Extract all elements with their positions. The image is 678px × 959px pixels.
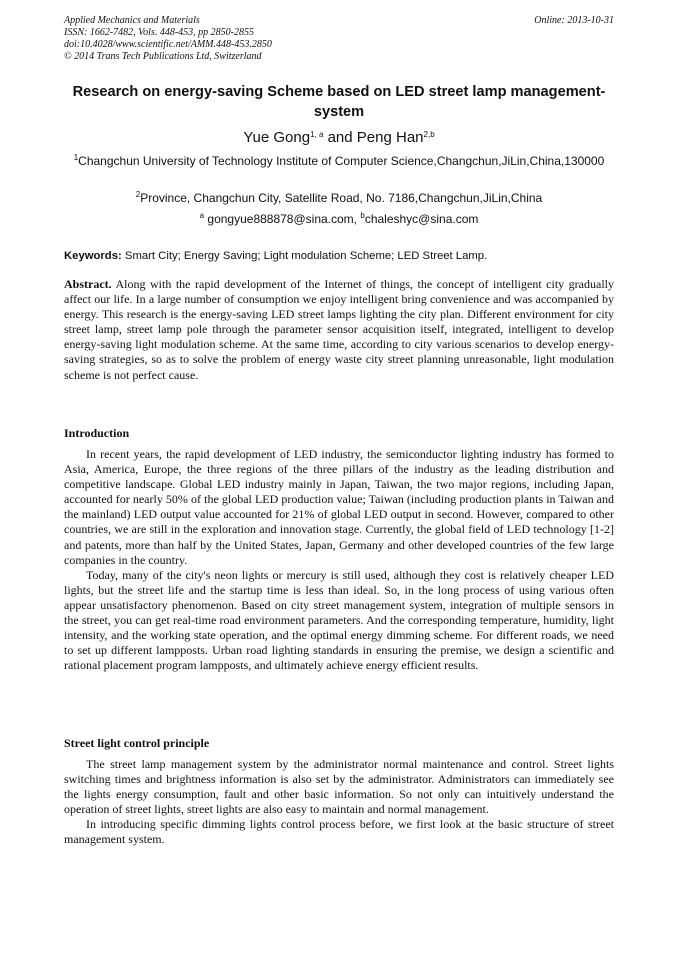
introduction-heading: Introduction	[64, 426, 130, 440]
author-2-superscript: 2,b	[423, 130, 435, 139]
control-principle-heading: Street light control principle	[64, 736, 210, 750]
control-paragraph-1: The street lamp management system by the administrator normal maintenance and control. Street lights switching times and brightness information is also set by the administrator. Administrators can immediately see the lights energy consumption, fault and other basic information. So not only can intuitively understand the operation of street lights, street lights are also easy to maintain and normal management.	[64, 757, 614, 817]
introduction-paragraph-2: Today, many of the city's neon lights or mercury is still used, although they cost is relatively cheaper LED lights, but the street life and the startup time is less than ideal. So, in the long process of using various often appear unsatisfactory phenomenon. Based on city street management system, integration of multiple sensors in the street, you can get real-time road environment parameters. And the corresponding temperature, humidity, light intensity, and the working state operation, and the optimal energy dimming scheme. For different roads, we need to set up different lampposts. Urban road lighting standards in ensuring the premise, we design a scientific and rational placement program lampposts, and ultimately achieve energy efficient results.	[64, 567, 614, 673]
email-a-marker: a	[199, 211, 205, 220]
issn-line: ISSN: 1662-7482, Vols. 448-453, pp 2850-2855	[64, 27, 254, 38]
abstract	[64, 277, 614, 383]
abstract-label: Abstract.	[64, 277, 112, 291]
keywords-line	[64, 249, 487, 263]
control-principle-body	[64, 757, 614, 848]
affiliation-2-marker: 2	[135, 190, 141, 199]
journal-name: Applied Mechanics and Materials	[64, 15, 200, 26]
author-1-superscript: 1, a	[310, 130, 324, 139]
author-line	[64, 128, 614, 148]
affiliation-2-text: Province, Changchun City, Satellite Road, No. 7186,Changchun,JiLin,China	[140, 191, 543, 205]
author-conjunction: and	[323, 129, 357, 146]
abstract-text: Along with the rapid development of the Internet of things, the concept of intelligent city gradually affect our life. In a large number of consumption we enjoy intelligent bring convenience and was accompanied by energy. This research is the energy-saving LED street lamps lighting the city plan. Different environment for city street lamp, street lamp pole through the parameter sensor acquisition itself, integrated, intelligent to develop energy-saving light modulation scheme. At the same time, according to city various scenarios to develop energy-saving strategies, so as to solve the problem of energy waste city street planning unreasonable, light modulation scheme is not perfect cause.	[64, 277, 614, 382]
email-a: gongyue888878@sina.com,	[204, 212, 361, 226]
affiliation-1-marker: 1	[73, 153, 79, 162]
email-b-marker: b	[360, 211, 365, 220]
copyright-line: © 2014 Trans Tech Publications Ltd, Switzerland	[64, 51, 262, 62]
keywords-label: Keywords:	[64, 250, 122, 262]
author-1-name: Yue Gong	[243, 129, 311, 146]
author-2-name: Peng Han	[356, 129, 424, 146]
email-b: chaleshyc@sina.com	[364, 212, 479, 226]
control-paragraph-2: In introducing specific dimming lights control process before, we first look at the basic structure of street management system.	[64, 817, 614, 847]
introduction-paragraph-1: In recent years, the rapid development of LED industry, the semiconductor lighting industry has formed to Asia, America, Europe, the three regions of the three pillars of the industry as the leading distribution and competitive landscape. Global LED industry mainly in Japan, Taiwan, the two major regions, including Japan, accounted for nearly 50% of the global LED production value; Taiwan (including production plants in Taiwan and the mainland) LED output value accounted for 21% of global LED output in second. However, compared to other countries, we are still in the exploration and innovation stage. Currently, the global field of LED technology [1-2] and patents, more than half by the United States, Japan, Germany and other developed countries of the few large companies in the country.	[64, 447, 614, 567]
affiliation-1-text: Changchun University of Technology Institute of Computer Science,Changchun,JiLin,China,130000	[78, 154, 605, 168]
doi-line: doi:10.4028/www.scientific.net/AMM.448-453.2850	[64, 39, 272, 50]
author-emails	[64, 212, 614, 227]
keywords-text: Smart City; Energy Saving; Light modulation Scheme; LED Street Lamp.	[121, 250, 488, 262]
online-date: Online: 2013-10-31	[534, 15, 614, 26]
affiliation-1	[64, 154, 614, 169]
paper-title: Research on energy-saving Scheme based on LED street lamp management-system	[72, 84, 606, 120]
introduction-body	[64, 447, 614, 673]
affiliation-2	[64, 191, 614, 206]
journal-header	[64, 15, 272, 63]
